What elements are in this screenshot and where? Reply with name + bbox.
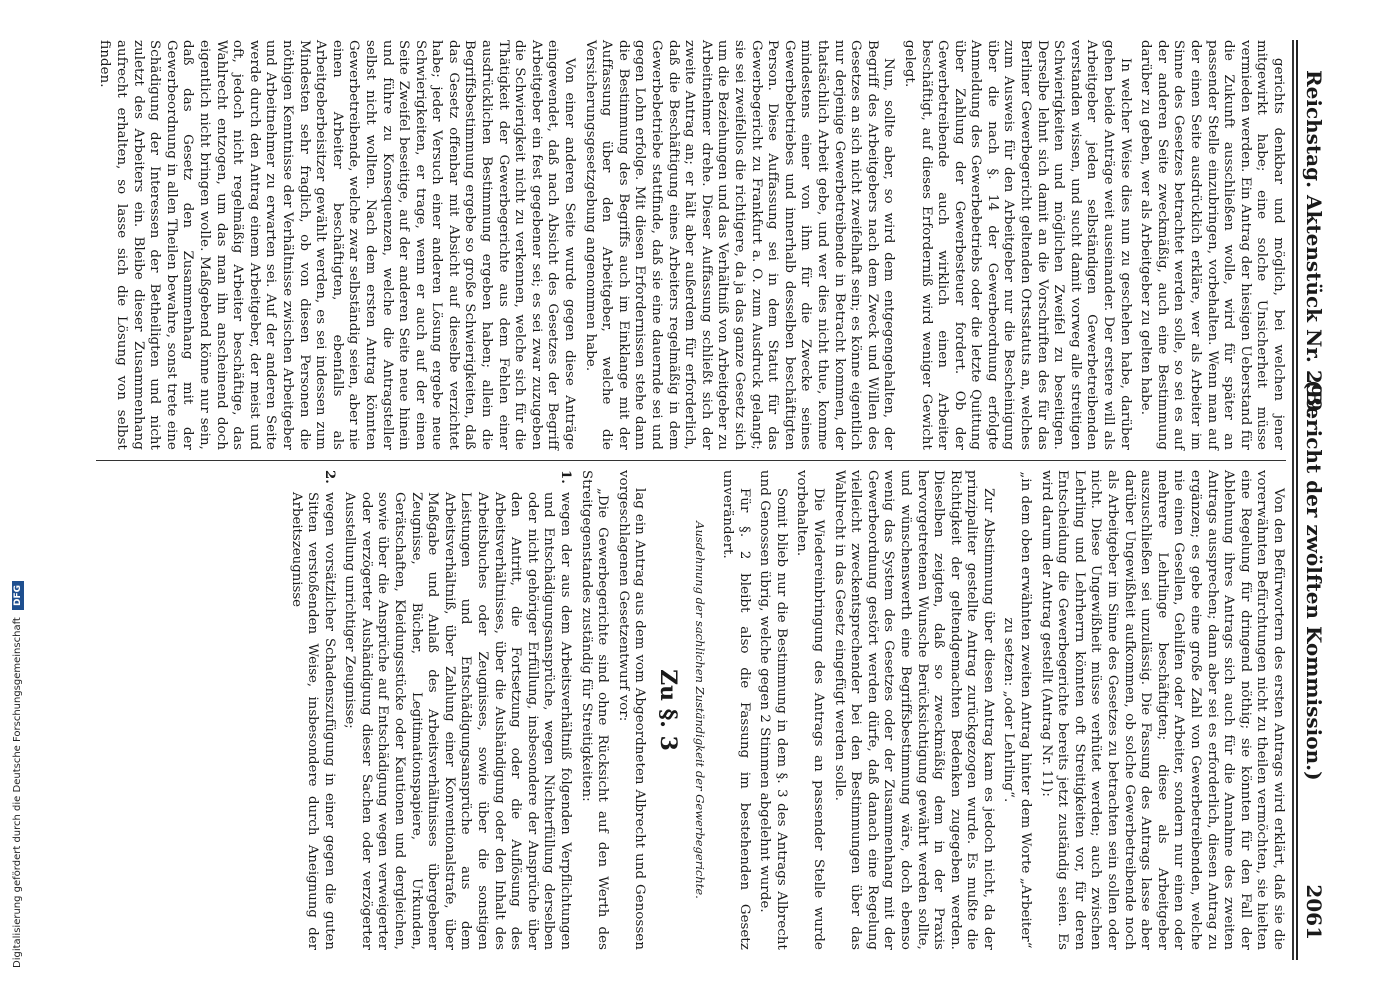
list-item-text: wegen der aus dem Arbeitsverhältniß folgenden Verpflichtungen und Entschädigungsansprüche, wegen Nichterfüllung derselben oder nicht gehöriger Erfüllung, insbesondere der Ansprüche über den Antritt, die Fortsetzung oder die Auflösung des Arbeitsverhältnisses, über die Aushändigung oder den Inhalt des Arbeitsbuches oder Zeugnisses, sowie über die sonstigen Leistungen und Entschädigungsansprüche aus dem Arbeitsverhältniß, über Zahlung einer Konventionalstrafe, über Maßgabe und Anlaß des Arbeitsverhältnisses übergebener Zeugnisse, Bücher, Legitimationspapiere, Urkunden, Gerätschaften, Kleidungsstücke oder Kautionen und dergleichen, sowie über die Ansprüche auf Entschädigung wegen verweigerter oder verzögerter Aushändigung dieser Sachen oder verzögerter Ausstellung unrichtiger Zeugnisse;	[342, 492, 574, 950]
right-paragraph: Somit blieb nur die Bestimmung in dem §. 3 des Antrags Albrecht und Genossen übrig, welche gegen 2 Stimmen abgelehnt wurde.	[757, 470, 789, 950]
list-item-text: wegen vorsätzlicher Schadenszufügung in einer gegen die guten Sitten verstoßenden Weise, insbesondere durch Aneignung der Arbeitszeugnisse	[288, 492, 337, 950]
quoted-amendment: „in dem oben erwähnten zweiten Antrag hinter dem Worte „Arbeiter“ zu setzen: „oder Lehrling“.	[1001, 471, 1034, 949]
subheading: Ausdehnung der sachlichen Zuständigkeit der Gewerbegerichte.	[692, 521, 707, 899]
section-quote: „Die Gewerbegerichte sind ohne Rücksicht auf den Werth des Streitgegenstandes zuständig für Streitigkeiten:	[578, 470, 611, 950]
column-divider	[96, 460, 1286, 461]
page-number: 2061	[1302, 884, 1326, 940]
section-heading	[655, 470, 681, 950]
zu-label: Zu	[655, 669, 682, 702]
header-subtitle: (Bericht der zwölften Kommission.)	[1302, 380, 1326, 781]
right-column	[96, 470, 1286, 950]
right-paragraph: Für §. 2 bleibt also die Fassung im bestehenden Gesetz unverändert.	[720, 470, 752, 950]
left-paragraph: In welcher Weise dies nun zu geschehen habe, darüber gehen beide Anträge weit auseinander. Der erstere will als Arbeitgeber jeden selbständigen Gewerbetreibenden verstanden wissen, und sucht damit vorweg alle streitigen Schwierigkeiten und möglichen Zweifel zu beseitigen. Derselbe lehnt sich damit an die Vorschriften des für das Berliner Gewerbegericht geltenden Ortsstatuts an, welches zum Ausweis für den Arbeitgeber nur die Bescheinigung über die nach §. 14 der Gewerbeordnung erfolgte Anmeldung des Gewerbebetriebs oder die letzte Quittung über Zahlung der Gewerbesteuer fordert. Ob der Gewerbetreibende auch wirklich einen Arbeiter beschäftigt, auf dieses Erforderniß wird weniger Gewicht gelegt.	[901, 40, 1133, 450]
right-paragraph: Von den Befürwortern des ersten Antrags wird erklärt, daß sie die vorerwähnten Befürchtungen nicht zu theilen vermöchten, sie hielten eine Regelung für dringend nöthig; sie könnten für den Fall der Ablehnung ihres Antrags sich auch für die Annahme des zweiten Antrags aussprechen; dann aber sei es erforderlich, diesen Antrag zu ergänzen; es gebe eine große Zahl von Gewerbetreibenden, welche nie einen Gesellen, Gehilfen oder Arbeiter, sondern nur einen oder mehrere Lehrlinge beschäftigten; diese als Arbeitgeber auszuschließen sei unzulässig. Die Fassung des Antrags lasse aber darüber Ungewißheit aufkommen, ob solche Gewerbetreibende noch als Arbeitgeber im Sinne des Gesetzes zu betrachten sein sollen oder nicht. Diese Ungewißheit müsse verhütet werden; auch zwischen Lehrling und Lehrherrn könnten oft Streitigkeiten vor, für deren Entscheidung die Gewerbegerichte bereits jetzt zuständig seien. Es wird darum der Antrag gestellt (Antrag Nr. 11):	[1038, 470, 1286, 950]
left-paragraph: gerichts denkbar und möglich, bei welchen jener mitgewirkt habe; eine solche Unsicherheit müsse vermieden werden. Ein Antrag der hiesigen Ueberstand für die Zukunft ausschließen wolle, wird für später an passender Stelle einzubringen, vorbehalten. Wenn man auf der einen Seite ausdrücklich erkläre, wer als Arbeiter im Sinne des Gesetzes betrachtet werden solle, so sei es auf der anderen Seite zweckmäßig, auch eine Bestimmung darüber zu geben, wer als Arbeitgeber zu gelten habe.	[1138, 40, 1286, 450]
list-item-number: 2.	[321, 470, 337, 484]
list-item	[341, 470, 573, 950]
header-rule	[1292, 40, 1294, 960]
dfg-logo: DFG	[12, 581, 24, 610]
right-paragraph: Zur Abstimmung über diesen Antrag kam es jedoch nicht, da der prinzipaliter gestellte Antrag zurückgezogen wurde. Es mußte die Richtigkeit der geltendgemachten Bedenken zugegeben werden. Dieselben zeigten, daß so zweckmäßig dem in der Praxis hervorgetretenen Wunsche Berücksichtigung gewährt werden sollte, und wünschenswerth eine Begriffsbestimmung wäre, doch ebenso wenig das System des Gesetzes oder der Zusammenhang mit der Gewerbeordnung gestört werden dürfe, daß danach eine Regelung vielleicht zweckentsprechender bei den Bestimmungen über das Wahlrecht in das Gesetz eingefügt werden solle.	[831, 470, 996, 950]
section-intro: lag ein Antrag aus dem vom Abgeordneten Albrecht und Genossen vorgeschlagenen Gesetzentwurf vor:	[615, 470, 648, 950]
header-title: Reichstag. Aktenstück Nr. 299.	[1302, 70, 1326, 419]
digitization-credit	[12, 581, 24, 968]
section-label: §. 3	[655, 708, 682, 751]
page-header	[1296, 40, 1328, 960]
right-paragraph: Die Wiedereinbringung des Antrags an passender Stelle wurde vorbehalten.	[794, 470, 826, 950]
left-paragraph: Von einer anderen Seite wurde gegen diese Anträge eingewendet, daß nach Absicht des Gesetzes der Begriff Arbeitgeber ein fest gegebener sei; es sei zwar zuzugeben die Schwierigkeit nicht zu verkennen, welche sich für die Thätigkeit der Gewerbegerichte aus dem Fehlen einer ausdrücklichen Bestimmung ergeben haben; allein die Begriffsbestimmung ergebe so große Schwierigkeiten, daß das Gesetz offenbar mit Absicht auf dieselbe verzichtet habe; jeder Versuch einer anderen Lösung ergebe neue Schwierigkeiten, er trage, wenn er auch auf der einen Seite Zweifel beseitige, auf der anderen Seite neue hinein und führe zu Konsequenzen, welche die Antragsteller selbst nicht wollten. Nach dem ersten Antrag könnten Gewerbetreibende, welche zwar selbständig seien, aber nie einen Arbeiter beschäftigten, ebenfalls als Arbeitgeberbeisitzer gewählt werden, es sei indessen zum Mindesten sehr fraglich, ob von diesen Personen die nöthigen Kenntnisse der Verhältnisse zwischen Arbeitgeber und Arbeitnehmer zu erwarten sei. Auf der anderen Seite werde durch den Antrag einem Arbeitgeber, der meist und oft, jedoch nicht regelmäßig Arbeiter beschäftige, das Wahlrecht entzogen, um das man ihn anscheinend doch eigentlich nicht bringen wolle. Maßgebend könne nur sein, daß das Gesetz den Zusammenhang mit der Gewerbeordnung in allen Theilen bewahre, sonst trete eine Schädigung der Interessen der Betheiligten und nicht zuletzt des Arbeiters ein. Bleibe dieser Zusammenhang aufrecht erhalten, so lasse sich die Lösung von selbst finden.	[97, 40, 578, 450]
list-item-number: 1.	[558, 470, 574, 484]
credit-text: Digitalisierung gefördert durch die Deutsche Forschungsgemeinschaft	[12, 617, 23, 968]
left-paragraph: Nun, sollte aber, so wird dem entgegengehalten, der Begriff des Arbeitgebers nach dem Zweck und Willen des Gesetzes an sich nicht zweifelhaft sein; es könne eigentlich nur derjenige Gewerbetreibende in Betracht kommen, der thatsächlich Arbeit gebe, und wer dies nicht thue, komme mindestens einer von ihm für die Zwecke seines Gewerbebetriebes und innerhalb desselben beschäftigten Person. Diese Auffassung sei in dem Statut für das Gewerbegericht zu Frankfurt a. O. zum Ausdruck gelangt; sie sei zweifellos die richtigere, da ja das ganze Gesetz sich um die Beziehungen und das Verhältniß von Arbeitgeber zu Arbeitnehmer drehe. Dieser Auffassung schließt sich der zweite Antrag an; er hält aber außerdem für erforderlich, daß die Beschäftigung eines Arbeiters regelmäßig in dem Gewerbebetriebe stattfinde, daß sie eine dauernde sei und gegen Lohn erfolge. Mit diesen Erfordernissen stehe dann die Bestimmung des Begriffs auch im Einklange mit der Auffassung über den Arbeitgeber, welche die Versicherungsgesetzgebung angenommen habe.	[582, 40, 897, 450]
rotated-newspaper-page	[88, 40, 1328, 960]
list-item	[287, 470, 337, 950]
left-column	[96, 40, 1286, 450]
